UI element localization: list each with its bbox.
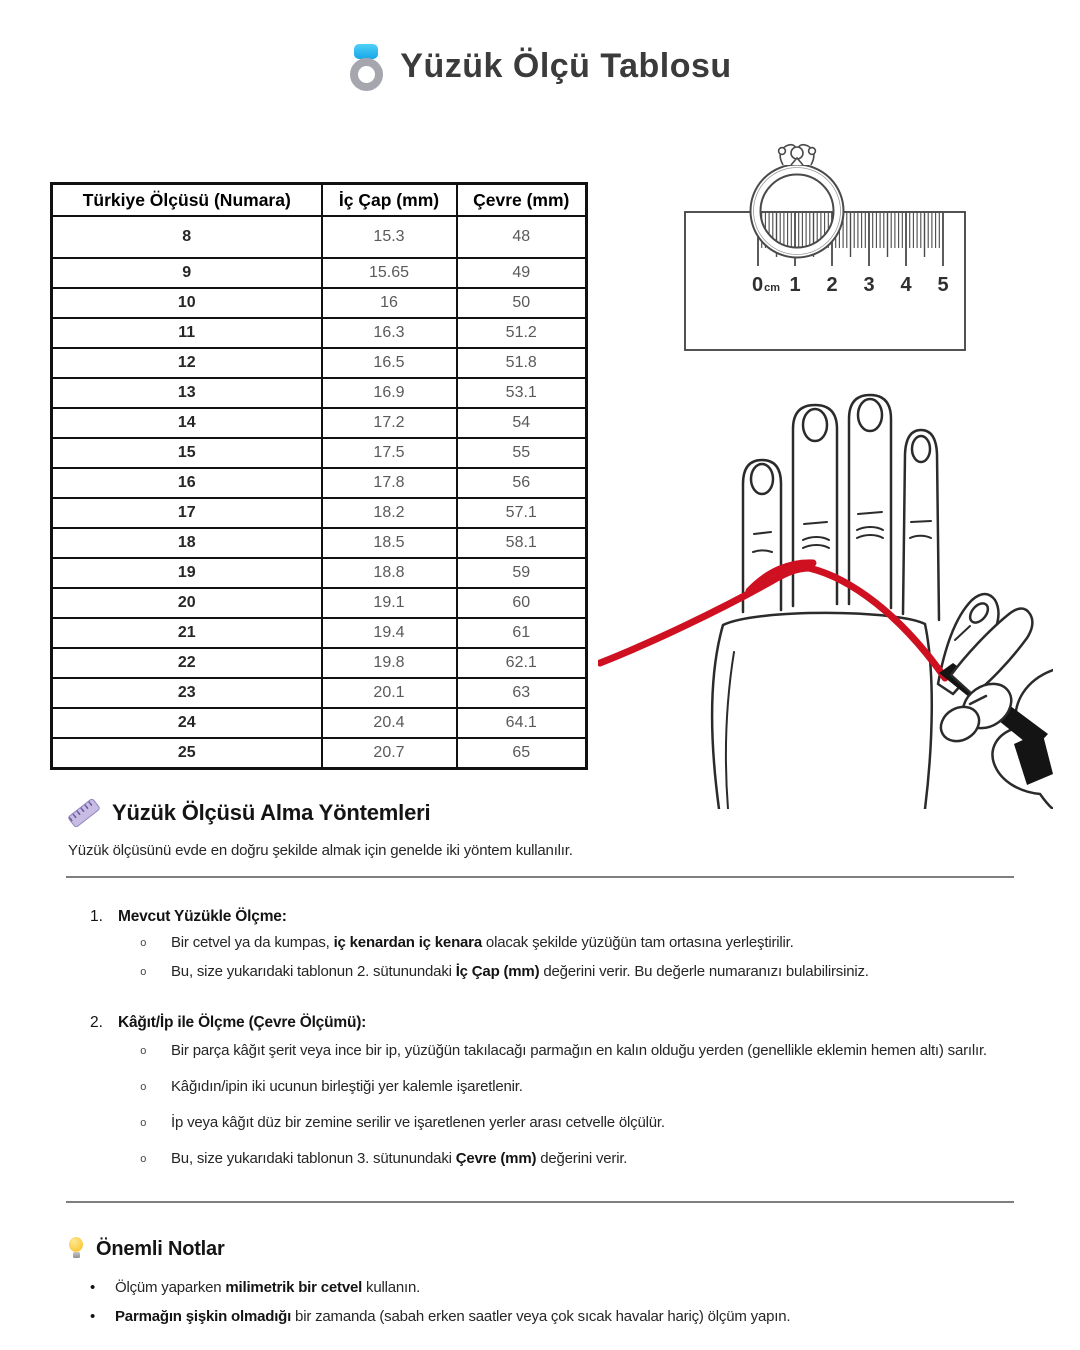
table-cell: 57.1 [457, 498, 587, 528]
table-row [52, 408, 587, 438]
table-row [52, 648, 587, 678]
section-divider-top [66, 876, 1014, 878]
table-cell: 55 [457, 438, 587, 468]
table-cell: 16 [52, 468, 322, 498]
sub-bullet-text: Bu, size yukarıdaki tablonun 2. sütunundaki İç Çap (mm) değerini verir. Bu değerle numaranızı bulabilirsiniz. [171, 963, 869, 980]
svg-text:2: 2 [826, 274, 838, 296]
sub-bullet-marker: o [140, 1154, 147, 1166]
hand-string-measuring-illustration [598, 372, 1053, 809]
table-cell: 19 [52, 558, 322, 588]
table-cell: 19.4 [322, 618, 457, 648]
table-row [52, 438, 587, 468]
column-header-circumference: Çevre (mm) [457, 184, 587, 217]
method-item-number: 1. [90, 908, 103, 925]
svg-text:3: 3 [863, 274, 875, 296]
table-cell: 19.8 [322, 648, 457, 678]
method-item-number: 2. [90, 1014, 103, 1031]
ring-gem-icon [354, 44, 378, 59]
ring-setting [779, 145, 816, 165]
table-row [52, 558, 587, 588]
sub-bullet-marker: o [140, 1082, 147, 1094]
table-cell: 62.1 [457, 648, 587, 678]
table-cell: 22 [52, 648, 322, 678]
table-row [52, 528, 587, 558]
table-cell: 56 [457, 468, 587, 498]
note-bullet-text: Parmağın şişkin olmadığı bir zamanda (sabah erken saatler veya çok sıcak havalar hariç) ölçüm yapın. [115, 1308, 791, 1325]
ring-icon [348, 42, 384, 90]
table-cell: 10 [52, 288, 322, 318]
table-row [52, 678, 587, 708]
table-row [52, 348, 587, 378]
note-bullet-marker: • [90, 1308, 96, 1325]
note-bullet [90, 1277, 1080, 1299]
table-cell: 12 [52, 348, 322, 378]
table-cell: 53.1 [457, 378, 587, 408]
table-header-row [52, 184, 587, 217]
method-item-title: Mevcut Yüzükle Ölçme: [118, 908, 287, 925]
note-bullet [90, 1306, 1080, 1328]
hand-outline [712, 395, 999, 809]
table-row [52, 588, 587, 618]
table-cell: 17.8 [322, 468, 457, 498]
method-sub-bullet [140, 1112, 1080, 1135]
table-cell: 50 [457, 288, 587, 318]
text-sections [0, 800, 1080, 1328]
table-row [52, 468, 587, 498]
table-cell: 15.3 [322, 216, 457, 258]
table-cell: 14 [52, 408, 322, 438]
method-sub-bullet [140, 961, 1080, 984]
table-cell: 51.2 [457, 318, 587, 348]
table-cell: 20 [52, 588, 322, 618]
note-bullet-text: Ölçüm yaparken milimetrik bir cetvel kullanın. [115, 1279, 421, 1296]
table-cell: 58.1 [457, 528, 587, 558]
table-cell: 18 [52, 528, 322, 558]
sub-bullet-text: Bu, size yukarıdaki tablonun 3. sütunundaki Çevre (mm) değerini verir. [171, 1150, 628, 1167]
method-sub-bullet [140, 932, 1080, 955]
table-cell: 18.8 [322, 558, 457, 588]
table-cell: 64.1 [457, 708, 587, 738]
methods-intro: Yüzük ölçüsünü evde en doğru şekilde almak için genelde iki yöntem kullanılır. [68, 842, 573, 859]
ruler-icon [67, 798, 101, 829]
ring-size-table [50, 182, 588, 770]
table-cell: 23 [52, 678, 322, 708]
ring-on-ruler-illustration [668, 138, 968, 356]
table-cell: 11 [52, 318, 322, 348]
methods-heading: Yüzük Ölçüsü Alma Yöntemleri [112, 800, 431, 825]
table-cell: 16.5 [322, 348, 457, 378]
table-cell: 24 [52, 708, 322, 738]
column-header-size: Türkiye Ölçüsü (Numara) [52, 184, 322, 217]
size-table-body [52, 216, 587, 769]
method-sub-bullet [140, 1148, 1080, 1171]
table-cell: 19.1 [322, 588, 457, 618]
methods-list [0, 908, 1080, 1171]
table-cell: 17.2 [322, 408, 457, 438]
table-cell: 16 [322, 288, 457, 318]
table-cell: 20.4 [322, 708, 457, 738]
table-cell: 17.5 [322, 438, 457, 468]
table-cell: 63 [457, 678, 587, 708]
table-row [52, 318, 587, 348]
table-cell: 59 [457, 558, 587, 588]
table-cell: 16.9 [322, 378, 457, 408]
table-cell: 15.65 [322, 258, 457, 288]
table-cell: 8 [52, 216, 322, 258]
table-cell: 9 [52, 258, 322, 288]
table-row [52, 618, 587, 648]
table-row [52, 738, 587, 769]
table-cell: 51.8 [457, 348, 587, 378]
page-title-row [0, 42, 1080, 90]
table-cell: 16.3 [322, 318, 457, 348]
sub-bullet-text: Kâğıdın/ipin iki ucunun birleştiği yer kalemle işaretlenir. [171, 1078, 523, 1095]
table-cell: 18.2 [322, 498, 457, 528]
column-header-inner-diameter: İç Çap (mm) [322, 184, 457, 217]
table-cell: 18.5 [322, 528, 457, 558]
table-row [52, 498, 587, 528]
sub-bullet-marker: o [140, 938, 147, 950]
table-cell: 48 [457, 216, 587, 258]
section-divider-bottom [66, 1201, 1014, 1203]
table-row [52, 378, 587, 408]
table-row [52, 708, 587, 738]
svg-text:0cm: 0cm [752, 274, 781, 296]
table-cell: 65 [457, 738, 587, 769]
lightbulb-icon [68, 1237, 84, 1261]
notes-list [0, 1277, 1080, 1328]
table-cell: 20.1 [322, 678, 457, 708]
note-bullet-marker: • [90, 1279, 96, 1296]
sub-bullet-marker: o [140, 1118, 147, 1130]
table-cell: 61 [457, 618, 587, 648]
sub-bullet-text: Bir parça kâğıt şerit veya ince bir ip, yüzüğün takılacağı parmağın en kalın olduğu yerden (genellikle eklemin hemen altı) sarılır. [171, 1042, 987, 1059]
table-cell: 49 [457, 258, 587, 288]
table-row [52, 288, 587, 318]
sub-bullet-text: Bir cetvel ya da kumpas, iç kenardan iç kenara olacak şekilde yüzüğün tam ortasına yerleştirilir. [171, 934, 794, 951]
table-row [52, 216, 587, 258]
svg-text:1: 1 [789, 274, 801, 296]
table-cell: 60 [457, 588, 587, 618]
method-item [90, 908, 1080, 984]
table-cell: 13 [52, 378, 322, 408]
sub-bullet-marker: o [140, 1046, 147, 1058]
table-cell: 17 [52, 498, 322, 528]
table-cell: 54 [457, 408, 587, 438]
page-title: Yüzük Ölçü Tablosu [400, 46, 732, 85]
table-row [52, 258, 587, 288]
notes-heading-row [68, 1237, 1080, 1261]
ring-band-icon [350, 58, 383, 91]
sub-bullet-marker: o [140, 967, 147, 979]
svg-text:5: 5 [937, 274, 949, 296]
table-cell: 15 [52, 438, 322, 468]
method-sub-bullet [140, 1040, 1080, 1063]
sub-bullet-text: İp veya kâğıt düz bir zemine serilir ve işaretlenen yerler arası cetvelle ölçülür. [171, 1114, 665, 1131]
method-item [90, 1014, 1080, 1171]
notes-heading: Önemli Notlar [96, 1237, 225, 1260]
svg-text:4: 4 [900, 274, 912, 296]
method-sub-bullet [140, 1076, 1080, 1099]
table-cell: 20.7 [322, 738, 457, 769]
table-cell: 21 [52, 618, 322, 648]
table-cell: 25 [52, 738, 322, 769]
methods-heading-row [68, 800, 1080, 826]
method-item-title: Kâğıt/İp ile Ölçme (Çevre Ölçümü): [118, 1014, 367, 1031]
